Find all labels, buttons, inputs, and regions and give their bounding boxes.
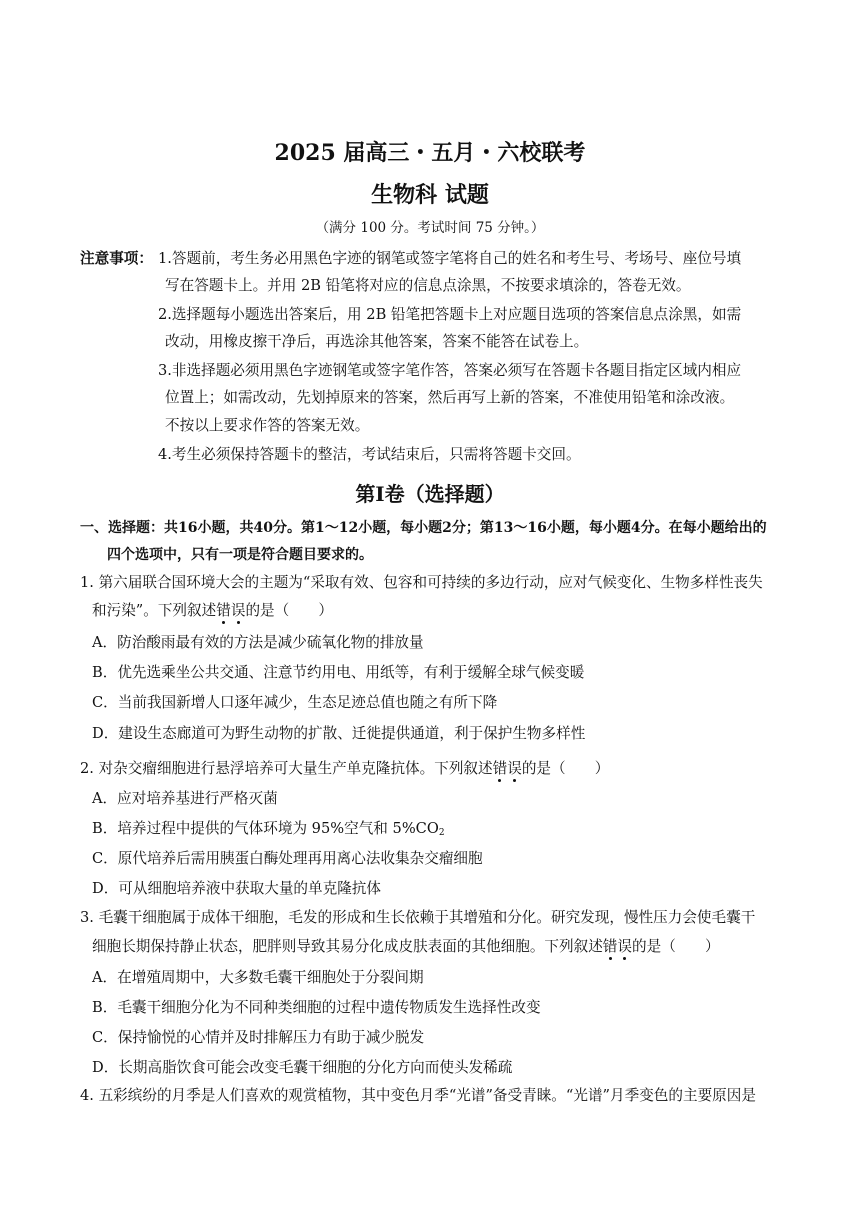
notice-line-2: 写在答题卡上。并用 2B 铅笔将对应的信息点涂黑，不按要求填涂的，答卷无效。 bbox=[165, 277, 691, 294]
notice-line-6: 位置上；如需改动，先划掉原来的答案，然后再写上新的答案，不准使用铅笔和涂改液。 bbox=[165, 389, 735, 406]
q2-option-d: D．可从细胞培养液中获取大量的单克隆抗体 bbox=[92, 880, 381, 897]
section-instruction-2: 四个选项中，只有一项是符合题目要求的。 bbox=[107, 547, 373, 563]
q2-option-c: C．原代培养后需用胰蛋白酶处理再用离心法收集杂交瘤细胞 bbox=[92, 850, 483, 867]
section-instruction-1: 一、选择题：共16小题，共40分。第1～12小题，每小题2分；第13～16小题，每小题4分。在每小题给出的 bbox=[80, 520, 767, 536]
emphasis-mark: 误 bbox=[507, 760, 522, 777]
notice-label: 注意事项： bbox=[80, 250, 153, 267]
emphasis-mark: 误 bbox=[617, 938, 633, 955]
q3-option-d: D．长期高脂饮食可能会改变毛囊干细胞的分化方向而使头发稀疏 bbox=[92, 1059, 513, 1076]
q1-stem-line-2: 和污染”。下列叙述错误的是（ ） bbox=[92, 602, 334, 619]
q2-stem: 2. 对杂交瘤细胞进行悬浮培养可大量生产单克隆抗体。下列叙述错误的是（ ） bbox=[80, 760, 610, 777]
emphasis-mark: 错 bbox=[602, 938, 618, 955]
emphasis-mark: 错 bbox=[216, 602, 231, 619]
q1-option-b: B．优先选乘坐公共交通、注意节约用电、用纸等，有利于缓解全球气候变暖 bbox=[92, 664, 585, 681]
notice-line-4: 改动，用橡皮擦干净后，再选涂其他答案，答案不能答在试卷上。 bbox=[165, 333, 589, 350]
exam-title: 2025 届高三・五月・六校联考 bbox=[274, 140, 586, 166]
notice-line-7: 不按以上要求作答的答案无效。 bbox=[165, 417, 370, 434]
notice-line-3: 2.选择题每小题选出答案后，用 2B 铅笔把答题卡上对应题目选项的答案信息点涂黑，如需 bbox=[158, 306, 742, 323]
q1-option-d: D．建设生态廊道可为野生动物的扩散、迁徙提供通道，利于保护生物多样性 bbox=[92, 725, 586, 742]
q2-option-a: A．应对培养基进行严格灭菌 bbox=[92, 790, 278, 807]
notice-line-5: 3.非选择题必须用黑色字迹钢笔或签字笔作答，答案必须写在答题卡各题目指定区域内相应 bbox=[158, 362, 742, 379]
q1-option-c: C．当前我国新增人口逐年减少，生态足迹总值也随之有所下降 bbox=[92, 694, 498, 711]
notice-line-1: 1.答题前，考生务必用黑色字迹的钢笔或签字笔将自己的姓名和考生号、考场号、座位号填 bbox=[158, 250, 742, 267]
part1-title: 第Ⅰ卷（选择题） bbox=[355, 482, 505, 506]
q3-option-c: C．保持愉悦的心情并及时排解压力有助于减少脱发 bbox=[92, 1029, 425, 1046]
notice-line-8: 4.考生必须保持答题卡的整洁，考试结束后，只需将答题卡交回。 bbox=[158, 446, 581, 463]
subject-title: 生物科 试题 bbox=[371, 182, 489, 208]
q2-option-b: B．培养过程中提供的气体环境为 95%空气和 $5\%CO_2$ bbox=[92, 820, 445, 838]
q4-stem-line-1: 4. 五彩缤纷的月季是人们喜欢的观赏植物，其中变色月季“光谱”备受青睐。“光谱”月季变色的主要原因是 bbox=[80, 1087, 756, 1104]
q3-option-b: B．毛囊干细胞分化为不同种类细胞的过程中遗传物质发生选择性改变 bbox=[92, 999, 541, 1016]
q1-stem-line-1: 1. 第六届联合国环境大会的主题为“采取有效、包容和可持续的多边行动，应对气候变化、生物多样性丧失 bbox=[80, 574, 763, 591]
exam-info: （满分 100 分。考试时间 75 分钟。） bbox=[315, 220, 545, 236]
emphasis-mark: 误 bbox=[230, 602, 246, 619]
q3-option-a: A．在增殖周期中，大多数毛囊干细胞处于分裂间期 bbox=[92, 969, 424, 986]
q1-option-a: A．防治酸雨最有效的方法是减少硫氧化物的排放量 bbox=[92, 634, 424, 651]
q3-stem-line-2: 细胞长期保持静止状态，肥胖则导致其易分化成皮肤表面的其他细胞。下列叙述错误的是（ ） bbox=[92, 938, 720, 955]
emphasis-mark: 错 bbox=[492, 760, 508, 777]
q3-stem-line-1: 3. 毛囊干细胞属于成体干细胞，毛发的形成和生长依赖于其增殖和分化。研究发现，慢性压力会使毛囊干 bbox=[80, 909, 756, 926]
